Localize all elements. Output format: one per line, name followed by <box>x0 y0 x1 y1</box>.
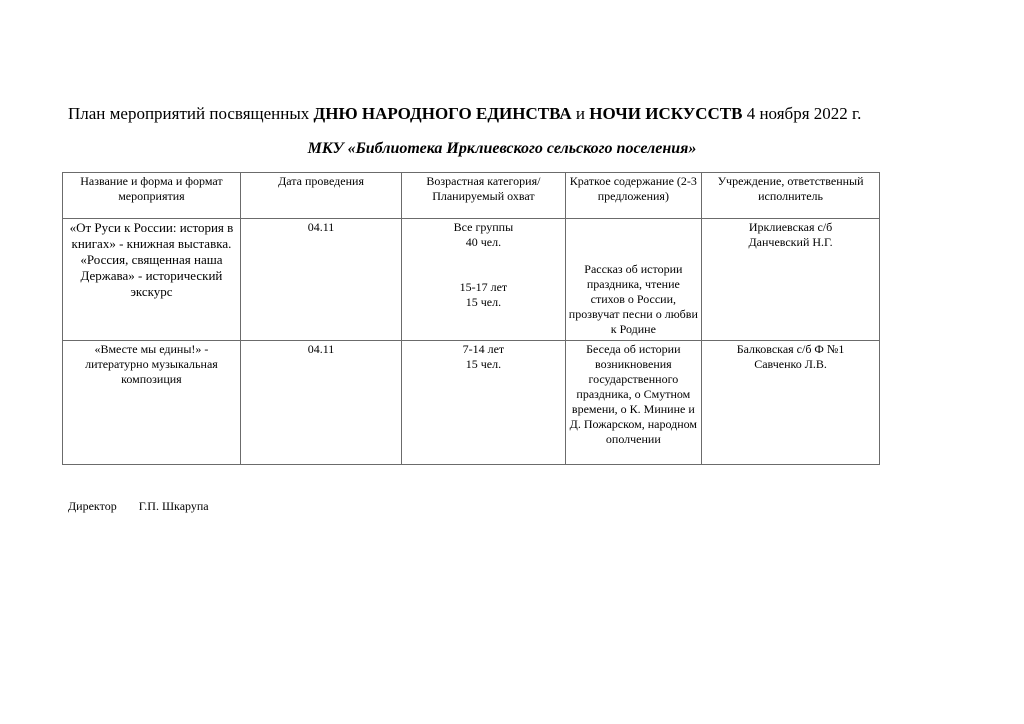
responsible-person: Данчевский Н.Г. <box>748 235 833 249</box>
event-description: Рассказ об истории праздника, чтение стихов о России, прозвучат песни о любви к Родине <box>568 262 698 336</box>
organization: Ирклиевская с/б <box>748 220 833 234</box>
attendance-count: 40 чел. <box>465 235 502 249</box>
table-row <box>63 341 880 465</box>
column-header-organization: Учреждение, ответственный исполнитель <box>702 173 880 219</box>
event-date-cell: 04.11 <box>240 219 401 341</box>
age-category: 15-17 лет <box>459 280 508 294</box>
title-text-3: 4 ноября 2022 г. <box>742 104 862 123</box>
column-header-age: Возрастная категория/ Планируемый охват <box>402 173 565 219</box>
signature-role: Директор <box>68 499 117 513</box>
signature-line <box>68 498 209 514</box>
attendance-count: 15 чел. <box>465 357 502 371</box>
title-text-1: План мероприятий посвященных <box>68 104 314 123</box>
responsible-person: Савченко Л.В. <box>754 357 827 371</box>
column-header-description: Краткое содержание (2-3 предложения) <box>565 173 702 219</box>
event-age-cell <box>402 341 565 465</box>
title-bold-2: НОЧИ ИСКУССТВ <box>589 104 743 123</box>
table-row <box>63 219 880 341</box>
event-organization-cell <box>702 341 880 465</box>
event-age-cell <box>402 219 565 341</box>
age-category: Все группы <box>453 220 514 234</box>
organization: Балковская с/б Ф №1 <box>736 342 845 356</box>
document-title <box>68 103 968 125</box>
event-description-cell: Беседа об истории возникновения государственного праздника, о Смутном времени, о К. Минине и Д. Пожарском, народном ополчении <box>565 341 702 465</box>
title-text-2: и <box>571 104 590 123</box>
event-date-cell: 04.11 <box>240 341 401 465</box>
column-header-date: Дата проведения <box>240 173 401 219</box>
table-header-row <box>63 173 880 219</box>
event-organization-cell <box>702 219 880 341</box>
event-description-cell <box>565 219 702 341</box>
events-table <box>62 172 880 465</box>
organization-subtitle: МКУ «Библиотека Ирклиевского сельского поселения» <box>307 140 697 157</box>
column-header-name: Название и форма и формат мероприятия <box>63 173 241 219</box>
age-category: 7-14 лет <box>462 342 505 356</box>
title-bold-1: ДНЮ НАРОДНОГО ЕДИНСТВА <box>313 104 572 123</box>
event-name-cell: «Вместе мы едины!» - литературно музыкальная композиция <box>63 341 241 465</box>
signature-name: Г.П. Шкарупа <box>138 499 209 513</box>
event-name-cell: «От Руси к России: история в книгах» - книжная выставка. «Россия, священная наша Держава» - исторический экскурс <box>63 219 241 341</box>
attendance-count: 15 чел. <box>465 295 502 309</box>
